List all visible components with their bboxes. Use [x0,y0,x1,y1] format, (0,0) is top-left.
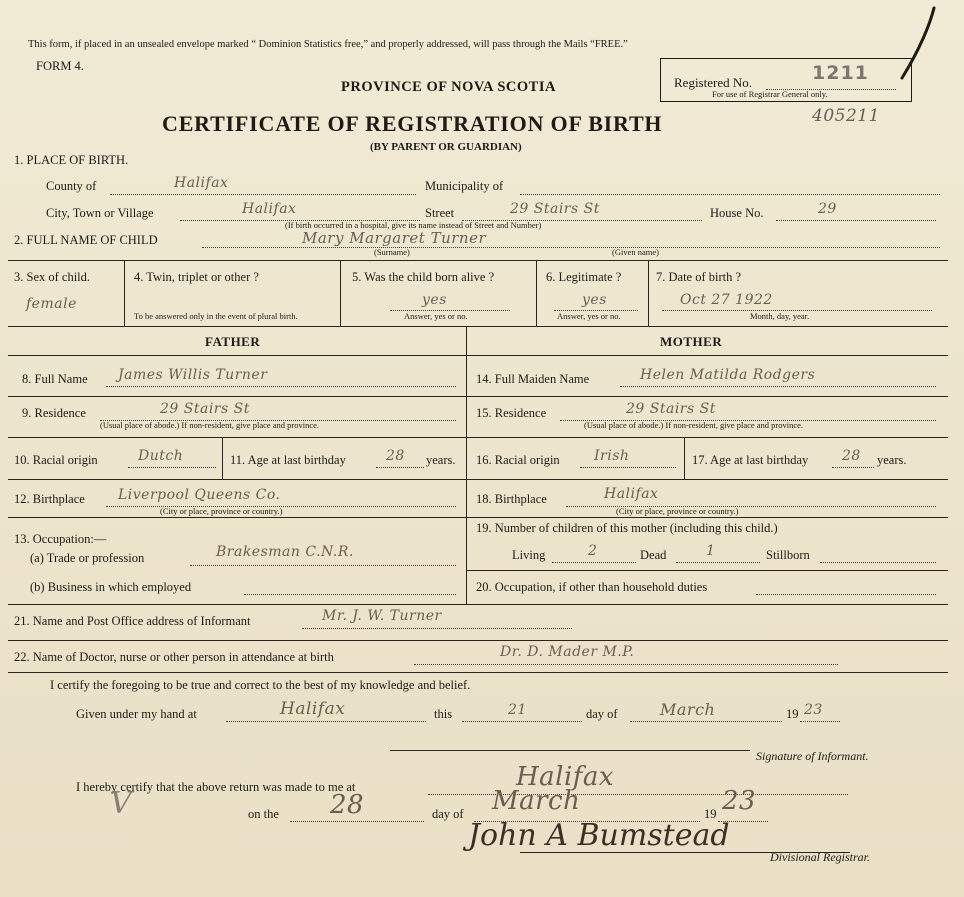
return-day-line [290,821,424,822]
return-year-value: 23 [722,786,757,816]
rule-row12-bottom-left [8,517,466,518]
rule-row10-bottom [8,479,948,480]
dead-value: 1 [706,543,716,559]
divider-16-17 [684,437,685,479]
city-label: City, Town or Village [46,206,154,220]
mother-abode-caption: (Usual place of abode.) If non-resident, give place and province. [584,420,804,430]
city-value: Halifax [242,201,297,217]
alive-value: yes [422,292,447,308]
father-birthplace-label: 12. Birthplace [14,492,85,506]
informant-label: 21. Name and Post Office address of Informant [14,614,251,628]
return-place-value: Halifax [516,762,615,792]
informant-signature-line [390,750,750,751]
given-year-line [800,721,840,722]
living-value: 2 [588,543,598,559]
county-value: Halifax [174,175,229,191]
business-line [244,594,456,595]
mother-age-years: years. [877,453,907,467]
mother-racial-label: 16. Racial origin [476,453,560,467]
trade-value: Brakesman C.N.R. [216,544,354,560]
legitimate-label: 6. Legitimate ? [546,270,622,284]
dob-caption: Month, day, year. [750,311,810,321]
hospital-note: (If birth occurred in a hospital, give its name instead of Street and Number) [285,220,542,230]
return-year-prefix: 19 [704,807,717,821]
surname-caption: (Surname) [374,247,410,257]
mother-age-line [832,467,874,468]
rule-row21-bottom [8,640,948,641]
registrar-caption: Divisional Registrar. [770,850,871,864]
mother-heading: MOTHER [660,334,723,349]
children-count-label: 19. Number of children of this mother (including this child.) [476,521,778,535]
twin-label: 4. Twin, triplet or other ? [134,270,259,284]
given-month-value: March [660,700,716,719]
rule-row9-bottom [8,437,948,438]
living-label: Living [512,548,546,562]
return-day-of-label: day of [432,807,464,821]
mother-name-value: Helen Matilda Rodgers [640,367,816,383]
child-name-value: Mary Margaret Turner [302,229,487,247]
business-label: (b) Business in which employed [30,580,192,594]
father-name-label: 8. Full Name [22,372,88,386]
legitimate-caption: Answer, yes or no. [557,311,621,321]
divider-4-5 [340,260,341,326]
father-racial-line [128,467,216,468]
given-name-caption: (Given name) [612,247,659,257]
given-month-line [630,721,782,722]
alive-label: 5. Was the child born alive ? [352,270,495,284]
given-day-line [462,721,582,722]
rule-row8-bottom [8,396,948,397]
initial-mark: V [110,786,133,821]
county-label: County of [46,179,97,193]
return-on-the-label: on the [248,807,279,821]
child-name-label: 2. FULL NAME OF CHILD [14,233,158,247]
mail-notice: This form, if placed in an unsealed envelope marked “ Dominion Statistics free,” and properly addressed, will pass through the Mails “FREE.” [28,39,628,50]
rule-row19-bottom [466,570,948,571]
father-name-line [106,386,456,387]
mother-racial-line [580,467,676,468]
legitimate-value: yes [582,292,607,308]
father-name-value: James Willis Turner [118,367,268,383]
father-abode-caption: (Usual place of abode.) If non-resident, give place and province. [100,420,320,430]
divider-6-7 [648,260,649,326]
county-line [110,194,416,195]
informant-signature-caption: Signature of Informant. [756,749,869,763]
rule-row22-bottom [8,672,948,673]
twin-caption: To be answered only in the event of plural birth. [134,311,298,321]
father-racial-label: 10. Racial origin [14,453,98,467]
registrar-signature: John A Bumstead [468,818,730,853]
father-age-label: 11. Age at last birthday [230,453,346,467]
return-month-value: March [492,786,581,816]
rule-row13-bottom [8,604,948,605]
living-line [552,562,636,563]
mother-name-line [620,386,936,387]
mother-age-value: 28 [842,448,861,464]
child-name-line [202,247,940,248]
mother-racial-value: Irish [594,448,630,464]
father-birthplace-value: Liverpool Queens Co. [118,487,281,503]
given-this-label: this [434,707,453,721]
mother-birthplace-value: Halifax [604,486,659,502]
mother-occupation-line [756,594,936,595]
dead-label: Dead [640,548,667,562]
certify-statement: I certify the foregoing to be true and correct to the best of my knowledge and belief. [50,678,471,692]
mother-birthplace-label: 18. Birthplace [476,492,547,506]
mother-name-label: 14. Full Maiden Name [476,372,590,386]
province-heading: PROVINCE OF NOVA SCOTIA [341,79,556,95]
doctor-line [414,664,838,665]
divider-5-6 [536,260,537,326]
certificate-title: CERTIFICATE OF REGISTRATION OF BIRTH [162,111,663,136]
father-age-line [376,467,424,468]
pen-stroke-mark [890,4,940,84]
given-under-hand-label: Given under my hand at [76,707,197,721]
mother-birthplace-caption: (City or place, province or country.) [616,506,739,516]
dead-line [676,562,760,563]
house-label: House No. [710,206,764,220]
return-place-line [428,794,848,795]
given-year-value: 23 [804,702,823,718]
dob-value: Oct 27 1922 [680,292,773,308]
mother-occupation-label: 20. Occupation, if other than household duties [476,580,708,594]
given-day-value: 21 [508,702,527,718]
father-racial-value: Dutch [138,448,184,464]
house-value: 29 [818,201,837,217]
rule-row18-bottom [466,517,948,518]
mother-residence-value: 29 Stairs St [626,401,716,417]
occupation-label: 13. Occupation:— [14,532,107,546]
return-made-label: I hereby certify that the above return was made to me at [76,780,356,794]
rule-row3-top [8,260,948,261]
street-label: Street [425,206,455,220]
registered-label: Registered No. [674,75,752,90]
given-place-value: Halifax [280,699,346,719]
handwritten-number: 405211 [812,106,880,126]
father-heading: FATHER [205,334,261,349]
registered-stamp: 1211 [812,62,869,84]
registrar-use-note: For use of Registrar General only. [712,89,828,99]
municipality-label: Municipality of [425,179,504,193]
rule-heading-bottom [8,355,948,356]
street-value: 29 Stairs St [510,201,600,217]
trade-label: (a) Trade or profession [30,551,145,565]
father-residence-value: 29 Stairs St [160,401,250,417]
dob-label: 7. Date of birth ? [656,270,742,284]
doctor-value: Dr. D. Mader M.P. [500,644,635,660]
return-day-value: 28 [330,790,365,820]
father-age-value: 28 [386,448,405,464]
house-line [776,220,936,221]
municipality-line [520,194,940,195]
doctor-label: 22. Name of Doctor, nurse or other person in attendance at birth [14,650,334,664]
given-year-prefix: 19 [786,707,799,721]
mother-age-label: 17. Age at last birthday [692,453,809,467]
given-day-of-label: day of [586,707,618,721]
sex-label: 3. Sex of child. [14,270,91,284]
stillborn-line [820,562,936,563]
informant-line [302,628,572,629]
father-residence-label: 9. Residence [22,406,86,420]
form-number: FORM 4. [36,59,84,73]
sex-value: female [26,296,77,312]
divider-3-4 [124,260,125,326]
father-mother-divider [466,326,467,604]
given-place-line [226,721,426,722]
rule-row3-bottom [8,326,948,327]
mother-residence-label: 15. Residence [476,406,547,420]
divider-10-11 [222,437,223,479]
certificate-subtitle: (BY PARENT OR GUARDIAN) [370,141,522,153]
father-age-years: years. [426,453,456,467]
trade-line [190,565,456,566]
place-of-birth-heading: 1. PLACE OF BIRTH. [14,153,129,167]
father-birthplace-caption: (City or place, province or country.) [160,506,283,516]
stillborn-label: Stillborn [766,548,810,562]
informant-value: Mr. J. W. Turner [322,608,442,624]
alive-caption: Answer, yes or no. [404,311,468,321]
